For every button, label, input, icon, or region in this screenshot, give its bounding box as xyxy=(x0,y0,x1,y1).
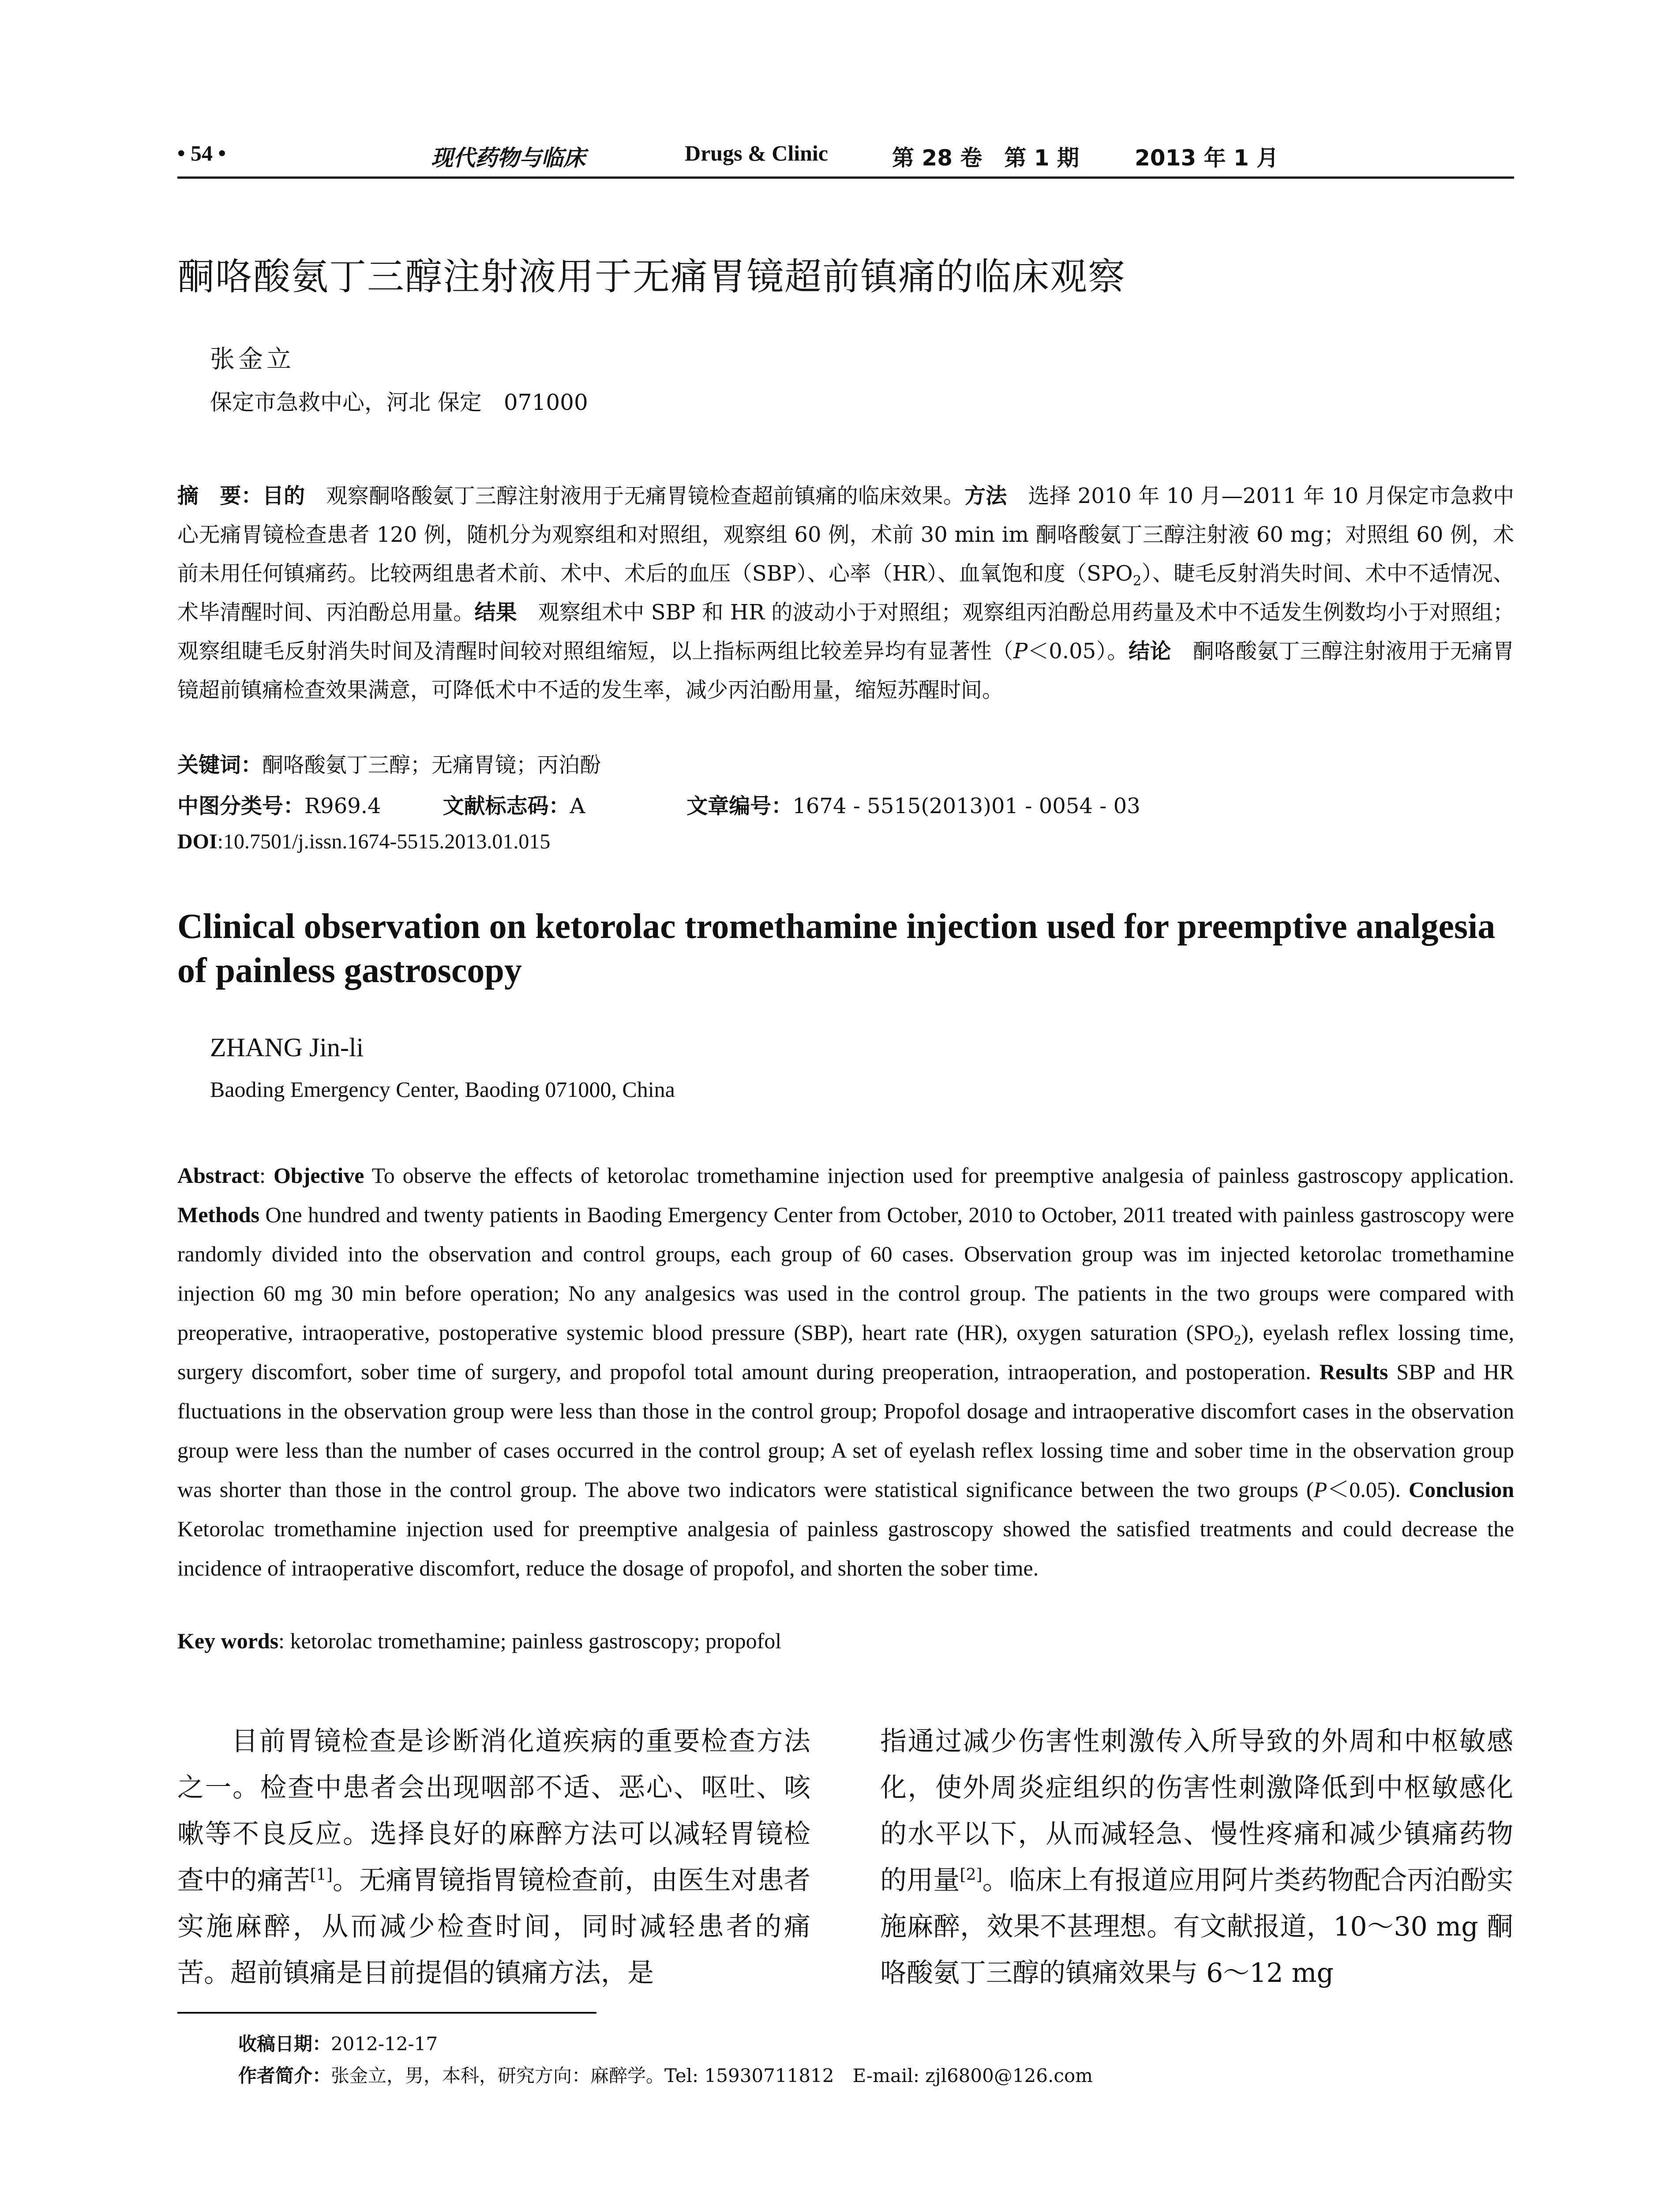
page-number: • 54 • xyxy=(177,141,226,165)
journal-name-en: Drugs & Clinic xyxy=(685,141,828,165)
chinese-author: 张金立 xyxy=(210,345,295,374)
english-abstract: Abstract: Objective To observe the effects of ketorolac tromethamine injection used for preemptive analgesia of painless gastroscopy application. Methods One hundred and twenty patients in Baoding Emergency Center from October, 2010 to October, 2011 treated with painless gastroscopy were randomly divided into the observation and control groups, each group of 60 cases. Observation group was im injected ketorolac tromethamine injection 60 mg 30 min before operation; No any analgesics was used in the control group. The patients in the two groups were compared with preoperative, intraoperative, postoperative systemic blood pressure (SBP), heart rate (HR), oxygen saturation $(SPO_2)$, eyelash reflex lossing time, surgery discomfort, sober time of surgery, and propofol total amount during preoperation, intraoperation, and postoperation. Results SBP and HR fluctuations in the observation group were less than those in the control group; Propofol dosage and intraoperative discomfort cases in the observation group were less than the number of cases occurred in the control group; A set of eyelash reflex lossing time and sober time in the observation group was shorter than those in the control group. The above two indicators were statistical significance between the two groups (P＜0.05). Conclusion Ketorolac tromethamine injection used for preemptive analgesia of painless gastroscopy showed the satisfied treatments and could decrease the incidence of intraoperative discomfort, reduce the dosage of propofol, and shorten the sober time. xyxy=(177,1163,1514,1580)
conclusion-text-cn: 酮咯酸氨丁三醇注射液用于无痛胃镜超前镇痛检查效果满意，可降低术中不适的发生率，减少丙泊酚用量，缩短苏醒时间。 xyxy=(177,639,1514,702)
header-rule xyxy=(177,176,1514,179)
doc-code-value: A xyxy=(570,794,585,818)
received-date xyxy=(238,2030,438,2056)
results-label-cn: 结果 xyxy=(474,600,517,625)
body-left-text: 目前胃镜检查是诊断消化道疾病的重要检查方法之一。检查中患者会出现咽部不适、恶心、呕吐、咳嗽等不良反应。选择良好的麻醉方法可以减轻胃镜检查中的痛苦 xyxy=(177,1726,810,1896)
keywords-label-en: Key words xyxy=(177,1628,279,1653)
p-value-cn: P xyxy=(1013,639,1028,664)
citation-2: [2] xyxy=(960,1866,982,1884)
chinese-abstract xyxy=(177,476,1514,709)
body-column-left xyxy=(177,1718,810,1996)
results-text-cn: 观察组术中 SBP 和 HR 的波动小于对照组；观察组丙泊酚总用药量及术中不适发生例数均小于对照组；观察组睫毛反射消失时间及清醒时间较对照组缩短，以上指标两组比较差异均有显著性（ xyxy=(177,600,1514,664)
running-header xyxy=(177,140,1514,172)
methods-text-cn-2: ）、睫毛反射消失时间、术中不适情况、术毕清醒时间、丙泊酚总用量。 xyxy=(177,561,1514,625)
doi-line xyxy=(177,829,550,854)
abstract-label-en: Abstract xyxy=(177,1163,260,1188)
english-author: ZHANG Jin-li xyxy=(210,1033,364,1062)
chinese-title: 酮咯酸氨丁三醇注射液用于无痛胃镜超前镇痛的临床观察 xyxy=(177,255,1126,298)
doc-code-label: 文献标志码： xyxy=(442,794,570,818)
clc-value: R969.4 xyxy=(304,794,381,818)
author-bio-text: 张金立，男，本科，研究方向：麻醉学。Tel: 15930711812 E-mail: zjl6800@126.com xyxy=(331,2065,1093,2086)
spo2-subscript-cn: 2 xyxy=(1132,573,1142,589)
body-right-text: 指通过减少伤害性刺激传入所导致的外周和中枢敏感化，使外周炎症组织的伤害性刺激降低到中枢敏感化的水平以下，从而减轻急、慢性疼痛和减少镇痛药物的用量 xyxy=(880,1726,1513,1896)
objective-text-cn: 观察酮咯酸氨丁三醇注射液用于无痛胃镜检查超前镇痛的临床效果。 xyxy=(305,484,965,508)
doi-label: DOI xyxy=(177,830,218,853)
clc-label: 中图分类号： xyxy=(177,794,305,818)
objective-label-cn: 目的 xyxy=(262,484,305,508)
body-column-right xyxy=(880,1718,1513,1996)
conclusion-label-en: Conclusion xyxy=(1409,1477,1514,1502)
conclusion-label-cn: 结论 xyxy=(1128,639,1172,664)
received-label: 收稿日期： xyxy=(238,2033,331,2055)
objective-text-en: To observe the effects of ketorolac tromethamine injection used for preemptive analgesia of painless gastroscopy application. xyxy=(364,1163,1514,1188)
keywords-en xyxy=(177,1628,781,1654)
keywords-label-cn: 关键词： xyxy=(177,753,262,777)
english-title: Clinical observation on ketorolac tromethamine injection used for preemptive analgesia of painless gastroscopy xyxy=(177,907,1496,990)
body-left-text-2: 。无痛胃镜指胃镜检查前，由医生对患者实施麻醉，从而减少检查时间，同时减轻患者的痛苦。超前镇痛是目前提倡的镇痛方法，是 xyxy=(177,1865,811,1988)
author-bio xyxy=(238,2061,1093,2088)
methods-text-en: One hundred and twenty patients in Baoding Emergency Center from October, 2010 to October, 2011 treated with painless gastroscopy were randomly divided into the observation and control groups, each group of 60 cases. Observation group was im injected ketorolac tromethamine injection 60 mg 30 min before operation; No any analgesics was used in the control group. The patients in the two groups were compared with preoperative, intraoperative, postoperative systemic blood pressure (SBP), heart rate (HR), oxygen saturation (SPO xyxy=(177,1202,1514,1345)
doi-value: :10.7501/j.issn.1674-5515.2013.01.015 xyxy=(217,830,551,853)
publication-date: 2013 年 1 月 xyxy=(1135,145,1279,171)
methods-text-cn: 选择 2010 年 10 月—2011 年 10 月保定市急救中心无痛胃镜检查患者 120 例，随机分为观察组和对照组，观察组 60 例，术前 30 min im 酮咯酸氨丁三醇注射液 60 mg；对照组 60 例，术前未用任何镇痛药。比较两组患者术前、术中、术后的血压（SBP）、心率（HR）、血氧饱和度（SPO xyxy=(177,484,1514,586)
chinese-affiliation: 保定市急救中心，河北 保定 071000 xyxy=(210,390,588,415)
english-affiliation: Baoding Emergency Center, Baoding 071000, China xyxy=(210,1077,675,1102)
results-text-cn-2: ＜0.05）。 xyxy=(1028,639,1129,664)
objective-label-en: Objective xyxy=(274,1163,364,1188)
results-label-en: Results xyxy=(1319,1359,1388,1384)
methods-label-cn: 方法 xyxy=(964,484,1007,508)
abstract-label-cn: 摘 要： xyxy=(177,484,262,508)
keywords-text-en: : ketorolac tromethamine; painless gastroscopy; propofol xyxy=(278,1628,782,1653)
keywords-cn xyxy=(177,748,601,778)
citation-1: [1] xyxy=(310,1866,333,1884)
conclusion-text-en: Ketorolac tromethamine injection used for preemptive analgesia of painless gastroscopy showed the satisfied treatments and could decrease the incidence of intraoperative discomfort, reduce the dosage of propofol, and shorten the sober time. xyxy=(177,1516,1514,1580)
journal-name-cn: 现代药物与临床 xyxy=(431,145,585,171)
author-bio-label: 作者简介： xyxy=(238,2065,331,2086)
classification-line xyxy=(177,789,1140,819)
methods-text-en-2: ), eyelash reflex lossing time, surgery discomfort, sober time of surgery, and propofol total amount during preoperation, intraoperation, and postoperation. xyxy=(177,1320,1514,1384)
results-text-en: SBP and HR fluctuations in the observation group were less than those in the control group; Propofol dosage and intraoperative discomfort cases in the observation group were less than the number of cases occurred in the control group; A set of eyelash reflex lossing time and sober time in the observation group was shorter than those in the control group. The above two indicators were statistical significance between the two groups ( xyxy=(177,1359,1514,1502)
p-value-en: P xyxy=(1313,1477,1328,1502)
volume-issue: 第 28 卷 第 1 期 xyxy=(892,145,1079,171)
article-no-value: 1674 - 5515(2013)01 - 0054 - 03 xyxy=(792,794,1140,818)
article-no-label: 文章编号： xyxy=(686,794,793,818)
keywords-text-cn: 酮咯酸氨丁三醇；无痛胃镜；丙泊酚 xyxy=(262,753,601,777)
body-right-text-2: 。临床上有报道应用阿片类药物配合丙泊酚实施麻醉，效果不甚理想。有文献报道，10～30 mg 酮咯酸氨丁三醇的镇痛效果与 6～12 mg xyxy=(880,1865,1514,1988)
footnote-rule xyxy=(177,2012,596,2014)
received-value: 2012-12-17 xyxy=(331,2033,438,2055)
spo2-subscript-en: 2 xyxy=(1234,1332,1241,1348)
methods-label-en: Methods xyxy=(177,1202,260,1227)
results-text-en-2: ＜0.05). xyxy=(1327,1477,1409,1502)
